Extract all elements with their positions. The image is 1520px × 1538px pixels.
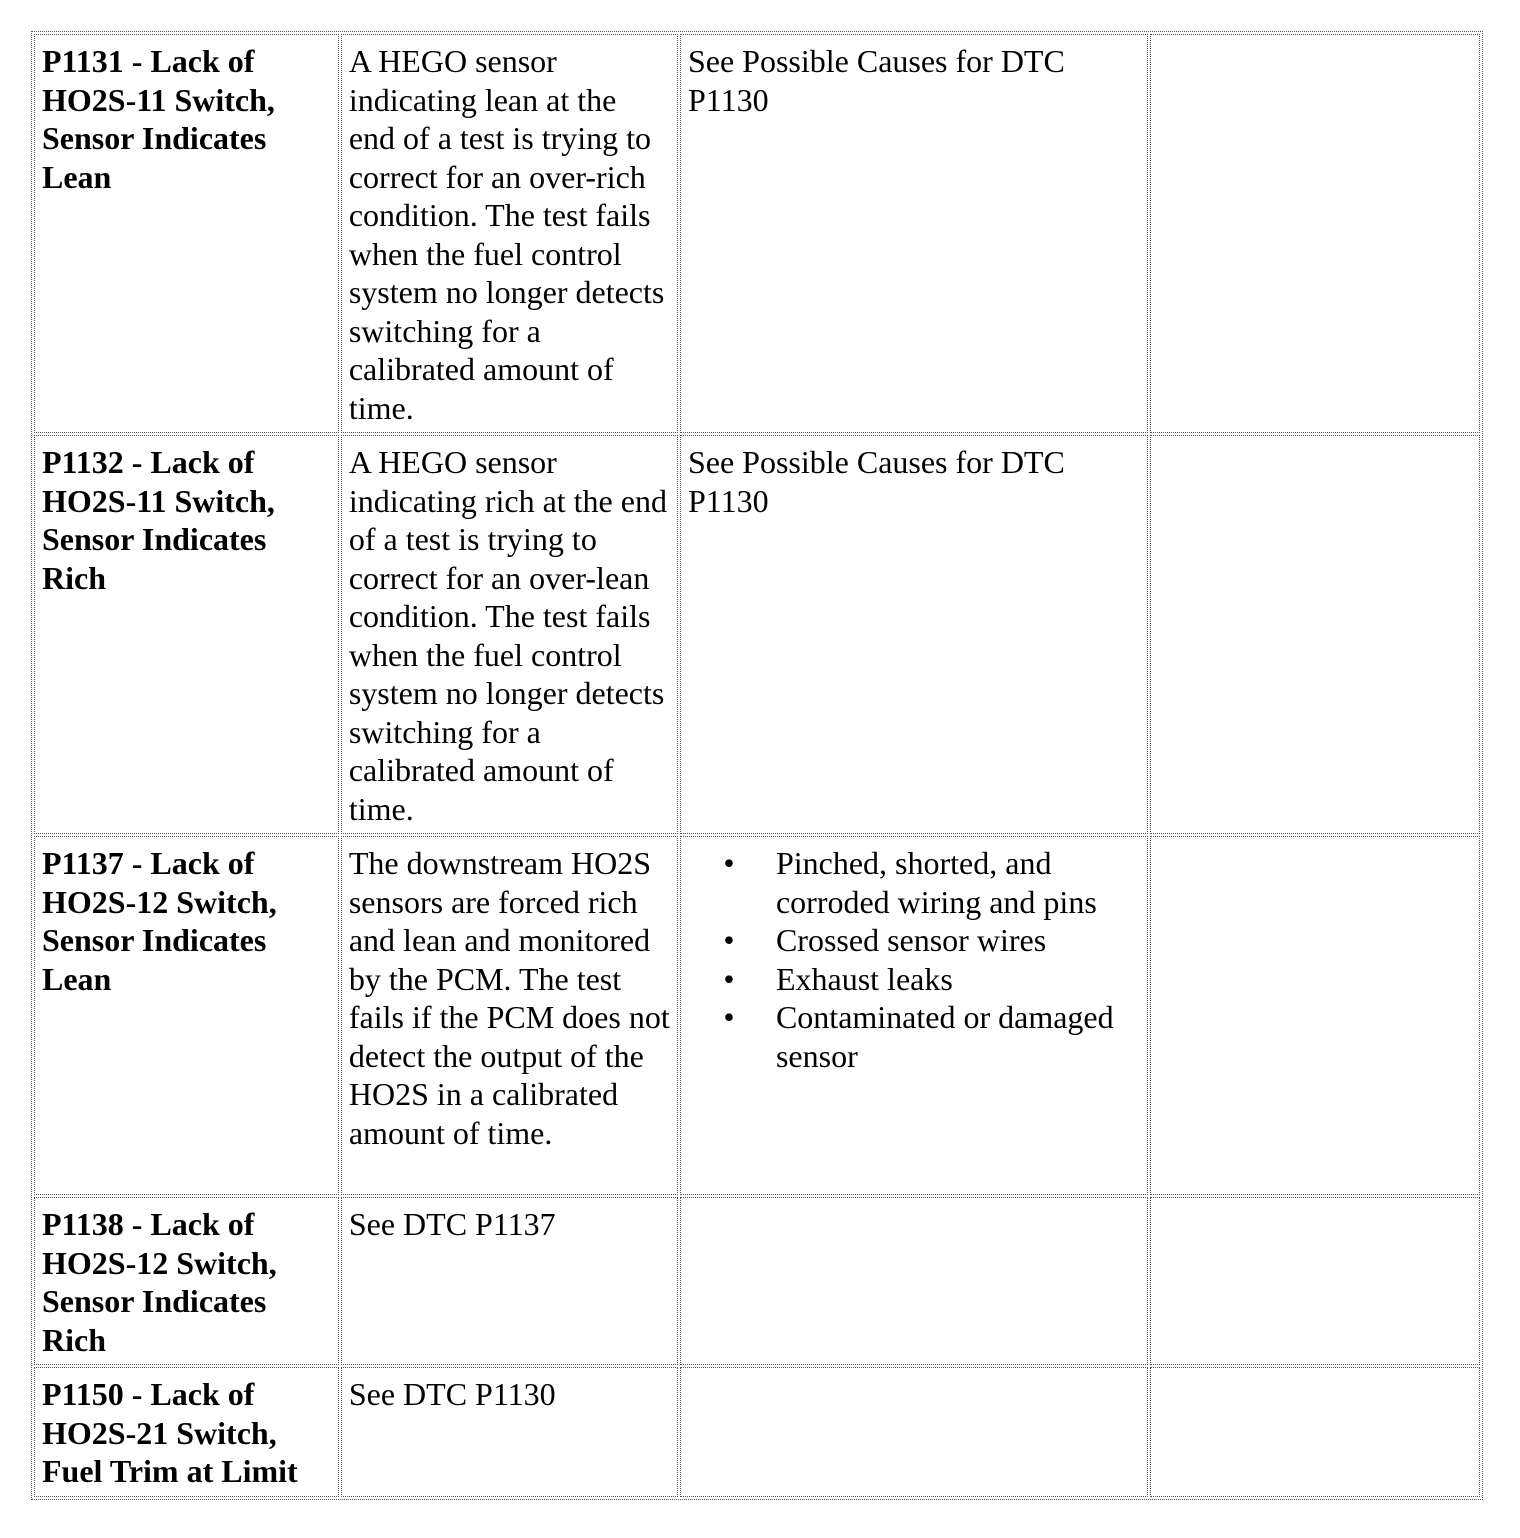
list-item xyxy=(776,960,1140,999)
description-cell: A HEGO sensor indicating lean at the end of a test is trying to correct for an over-rich condition. The test fails when the fuel control system no longer detects switching for a calibrated amount of time. xyxy=(341,34,678,433)
description-cell: See DTC P1137 xyxy=(341,1197,678,1365)
table-row xyxy=(34,1367,1480,1497)
list-item xyxy=(776,921,1140,960)
description-cell: See DTC P1130 xyxy=(341,1367,678,1497)
table-row xyxy=(34,34,1480,433)
list-item xyxy=(776,844,1140,921)
cause-text: Contaminated or damaged sensor xyxy=(775,999,1114,1074)
dtc-code-cell: P1137 - Lack of HO2S-12 Switch, Sensor Indicates Lean xyxy=(34,836,339,1195)
possible-causes-cell: See Possible Causes for DTC P1130 xyxy=(680,34,1148,433)
bullet-icon xyxy=(723,998,735,1037)
description-cell: A HEGO sensor indicating rich at the end of a test is trying to correct for an over-lean condition. The test fails when the fuel control system no longer detects switching for a calibrated amount of time. xyxy=(341,435,678,834)
table-row xyxy=(34,435,1480,834)
extra-cell xyxy=(1150,1367,1480,1497)
extra-cell xyxy=(1150,1197,1480,1365)
possible-causes-cell: See Possible Causes for DTC P1130 xyxy=(680,435,1148,834)
cause-text: Crossed sensor wires xyxy=(775,922,1047,958)
table-row xyxy=(34,1197,1480,1365)
table-row xyxy=(34,836,1480,1195)
dtc-code-cell: P1150 - Lack of HO2S-21 Switch, Fuel Trim at Limit xyxy=(34,1367,339,1497)
extra-cell xyxy=(1150,836,1480,1195)
cause-text: Exhaust leaks xyxy=(775,960,953,997)
dtc-table xyxy=(31,31,1483,1500)
dtc-code-cell: P1132 - Lack of HO2S-11 Switch, Sensor Indicates Rich xyxy=(34,435,339,834)
possible-causes-cell xyxy=(680,836,1148,1195)
cause-text: Pinched, shorted, and corroded wiring and pins xyxy=(775,845,1097,920)
bullet-icon xyxy=(723,921,735,960)
extra-cell xyxy=(1150,34,1480,433)
list-item xyxy=(776,998,1140,1075)
bullet-icon xyxy=(723,960,735,999)
bullet-icon xyxy=(723,844,735,883)
description-cell: The downstream HO2S sensors are forced rich and lean and monitored by the PCM. The test fails if the PCM does not detect the output of the HO2S in a calibrated amount of time. xyxy=(341,836,678,1195)
possible-causes-list xyxy=(688,844,1140,1075)
extra-cell xyxy=(1150,435,1480,834)
possible-causes-cell xyxy=(680,1367,1148,1497)
possible-causes-cell xyxy=(680,1197,1148,1365)
dtc-code-cell: P1131 - Lack of HO2S-11 Switch, Sensor Indicates Lean xyxy=(34,34,339,433)
dtc-code-cell: P1138 - Lack of HO2S-12 Switch, Sensor Indicates Rich xyxy=(34,1197,339,1365)
